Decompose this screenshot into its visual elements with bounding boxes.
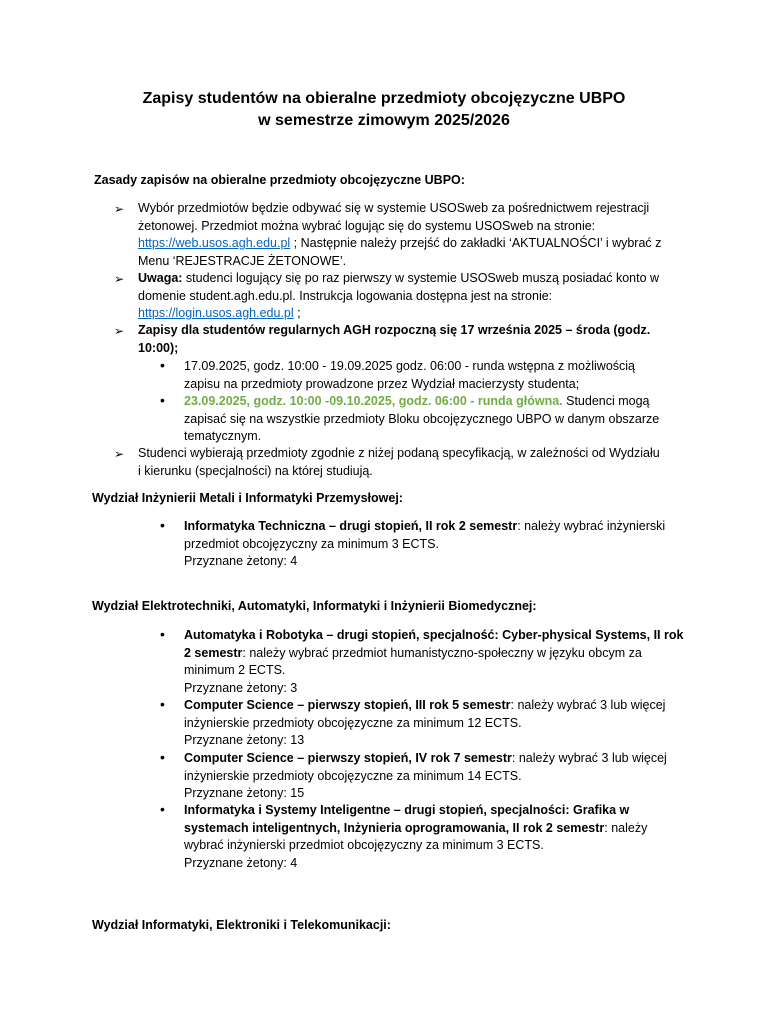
rule1-line3-text: ; Następnie należy przejść do zakładki ‘AKTUALNOŚCI’ i wybrać z: [290, 236, 662, 250]
faculty2-item1-tokens: Przyznane żetony: 3: [184, 680, 298, 695]
bullet-dot-icon: •: [160, 517, 165, 533]
round2-line1: [184, 393, 650, 411]
faculty2-heading: Wydział Elektrotechniki, Automatyki, Informatyki i Inżynierii Biomedycznej:: [92, 599, 537, 613]
faculty2-item4-line3: wybrać inżynierski przedmiot obcojęzyczny za minimum 3 ECTS.: [184, 838, 544, 852]
bullet-dot-icon: •: [160, 392, 165, 408]
rule4-line1: Studenci wybierają przedmioty zgodnie z niżej podaną specyfikacją, w zależności od Wydziału: [138, 446, 660, 460]
faculty2-item3-line1: [184, 750, 667, 768]
bullet-dot-icon: •: [160, 696, 165, 712]
usos-login-link[interactable]: https://login.usos.agh.edu.pl: [138, 306, 294, 320]
bullet-dot-icon: •: [160, 801, 165, 817]
rule3-line2: 10:00);: [138, 340, 179, 355]
faculty2-item3-text: : należy wybrać 3 lub więcej: [511, 751, 667, 765]
rule2-line1: [138, 270, 659, 288]
arrow-bullet-icon: ➢: [114, 272, 125, 286]
rule1-line2: żetonowej. Przedmiot można wybrać logując się do systemu USOSweb na stronie:: [138, 218, 596, 233]
rule2-line3: [138, 305, 301, 323]
faculty2-item4-line1: Informatyka i Systemy Inteligentne – drugi stopień, specjalności: Grafika w: [184, 803, 630, 817]
faculty2-item4-text: : należy: [604, 820, 648, 835]
faculty1-item1-line1: [184, 518, 665, 536]
faculty2-item1-line2: [184, 645, 642, 663]
arrow-bullet-icon: ➢: [114, 324, 125, 338]
rule2-warning-label: Uwaga:: [138, 271, 183, 285]
faculty2-item2-line1: [184, 697, 665, 715]
faculty2-item4-line2: [184, 820, 647, 838]
faculty3-heading: Wydział Informatyki, Elektroniki i Telekomunikacji:: [92, 918, 391, 932]
arrow-bullet-icon: ➢: [114, 202, 125, 216]
title-line-2: w semestrze zimowym 2025/2026: [258, 112, 510, 129]
rule4-line2: i kierunku (specjalności) na której studiują.: [138, 463, 373, 478]
faculty2-item2-tokens: Przyznane żetony: 13: [184, 733, 305, 747]
rule2-line2: domenie student.agh.edu.pl. Instrukcja logowania dostępna jest na stronie:: [138, 288, 553, 303]
faculty2-item1-text: : należy wybrać przedmiot humanistyczno-społeczny w języku obcym za: [242, 645, 642, 660]
faculty2-item2-program: Computer Science – pierwszy stopień, III rok 5 semestr: [184, 698, 511, 712]
rule2-line1-text: studenci logujący się po raz pierwszy w systemie USOSweb muszą posiadać konto w: [182, 271, 660, 285]
faculty2-item1-semester: 2 semestr: [184, 645, 243, 660]
title-line-1: Zapisy studentów na obieralne przedmioty obcojęzyczne UBPO: [142, 90, 626, 107]
faculty1-item1-text: : należy wybrać inżynierski: [517, 519, 666, 533]
faculty1-item1-program: Informatyka Techniczna – drugi stopień, II rok 2 semestr: [184, 519, 518, 533]
round2-line1-text: Studenci mogą: [562, 394, 650, 408]
faculty2-item4-specialities: systemach inteligentnych, Inżynieria oprogramowania, II rok 2 semestr: [184, 820, 605, 835]
rule2-line3-text: ;: [293, 306, 301, 320]
rule1-line1: Wybór przedmiotów będzie odbywać się w systemie USOSweb za pośrednictwem rejestracji: [138, 201, 650, 215]
round2-line3: tematycznym.: [184, 429, 262, 443]
faculty2-item1-line1: Automatyka i Robotyka – drugi stopień, specjalność: Cyber-physical Systems, II rok: [184, 628, 684, 642]
faculty1-item1-line2: przedmiot obcojęzyczny za minimum 3 ECTS.: [184, 536, 439, 551]
main-round-dates: 23.09.2025, godz. 10:00 -09.10.2025, godz. 06:00 - runda główna.: [184, 394, 563, 408]
faculty2-item3-tokens: Przyznane żetony: 15: [184, 786, 305, 800]
bullet-dot-icon: •: [160, 626, 165, 642]
round2-line2: zapisać się na wszystkie przedmioty Bloku obcojęzycznego UBPO w danym obszarze: [184, 411, 660, 426]
bullet-dot-icon: •: [160, 749, 165, 765]
faculty2-item3-line2: inżynierskie przedmioty obcojęzyczne za minimum 14 ECTS.: [184, 768, 522, 783]
round1-line1: 17.09.2025, godz. 10:00 - 19.09.2025 godz. 06:00 - runda wstępna z możliwością: [184, 359, 635, 373]
faculty2-item1-line3: minimum 2 ECTS.: [184, 663, 286, 677]
faculty2-item4-tokens: Przyznane żetony: 4: [184, 855, 298, 870]
arrow-bullet-icon: ➢: [114, 447, 125, 461]
faculty2-item3-program: Computer Science – pierwszy stopień, IV rok 7 semestr: [184, 751, 512, 765]
faculty1-item1-tokens: Przyznane żetony: 4: [184, 554, 298, 568]
faculty2-item2-text: : należy wybrać 3 lub więcej: [510, 698, 666, 712]
rule1-line4: Menu ‘REJESTRACJE ŻETONOWE’.: [138, 253, 347, 268]
round1-line2: zapisu na przedmioty prowadzone przez Wydział macierzysty studenta;: [184, 376, 580, 391]
faculty1-heading: Wydział Inżynierii Metali i Informatyki Przemysłowej:: [92, 491, 403, 505]
usosweb-link[interactable]: https://web.usos.agh.edu.pl: [138, 236, 291, 250]
bullet-dot-icon: •: [160, 357, 165, 373]
rule3-line1: Zapisy dla studentów regularnych AGH rozpoczną się 17 września 2025 – środa (godz.: [138, 323, 651, 337]
faculty2-item2-line2: inżynierskie przedmioty obcojęzyczne za minimum 12 ECTS.: [184, 715, 522, 730]
rule1-line3: [138, 235, 661, 253]
page-title: [0, 88, 768, 132]
rules-heading: Zasady zapisów na obieralne przedmioty obcojęzyczne UBPO:: [94, 173, 465, 187]
